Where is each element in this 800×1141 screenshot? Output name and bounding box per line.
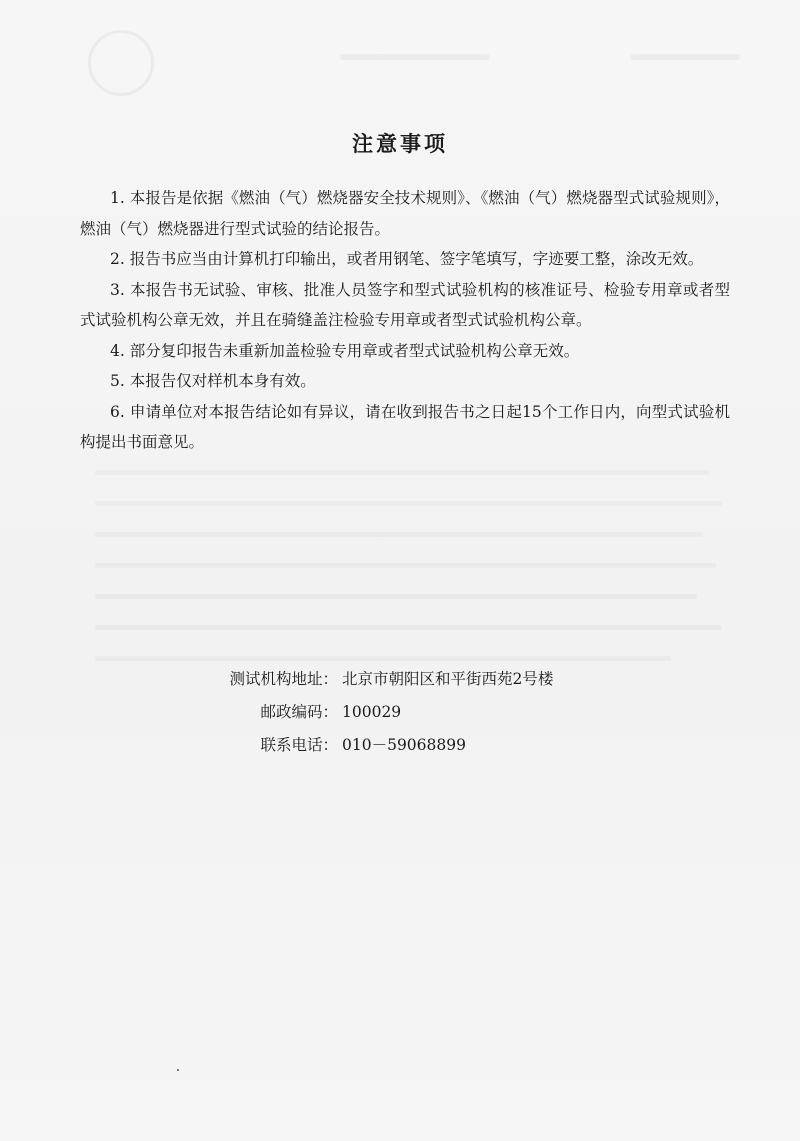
bleed-through-line	[340, 54, 490, 60]
note-item: 6. 申请单位对本报告结论如有异议，请在收到报告书之日起15个工作日内，向型式试验机构提出书面意见。	[80, 402, 730, 451]
bleed-through-logo	[88, 30, 154, 96]
postcode-row	[213, 696, 553, 729]
address-value: 北京市朝阳区和平街西苑2号楼	[342, 670, 554, 688]
postcode-label: 邮政编码：	[260, 703, 338, 721]
scan-speck	[177, 1069, 179, 1071]
bleed-through-body	[95, 470, 735, 680]
note-item: 3. 本报告书无试验、审核、批准人员签字和型式试验机构的核准证号、检验专用章或者型式试验机构公章无效，并且在骑缝盖注检验专用章或者型式试验机构公章。	[80, 280, 730, 329]
page-title: 注意事项	[352, 131, 448, 156]
note-item: 5. 本报告仅对样机本身有效。	[110, 372, 316, 390]
note-item: 2. 报告书应当由计算机打印输出，或者用钢笔、签字笔填写，字迹要工整，涂改无效。	[110, 250, 704, 268]
note-item: 4. 部分复印报告未重新加盖检验专用章或者型式试验机构公章无效。	[110, 341, 580, 360]
phone-value: 010－59068899	[342, 736, 466, 754]
contact-block	[213, 663, 553, 762]
note-item: 1. 本报告是依据《燃油（气）燃烧器安全技术规则》、《燃油（气）燃烧器型式试验规则》，燃油（气）燃烧器进行型式试验的结论报告。	[80, 189, 730, 238]
phone-row	[213, 729, 553, 762]
bleed-through-header	[70, 22, 760, 92]
notes-list	[80, 183, 730, 458]
phone-label: 联系电话：	[260, 736, 338, 754]
bleed-through-line	[630, 54, 740, 60]
address-row	[213, 663, 553, 696]
postcode-value: 100029	[342, 703, 402, 721]
address-label: 测试机构地址：	[229, 670, 338, 688]
